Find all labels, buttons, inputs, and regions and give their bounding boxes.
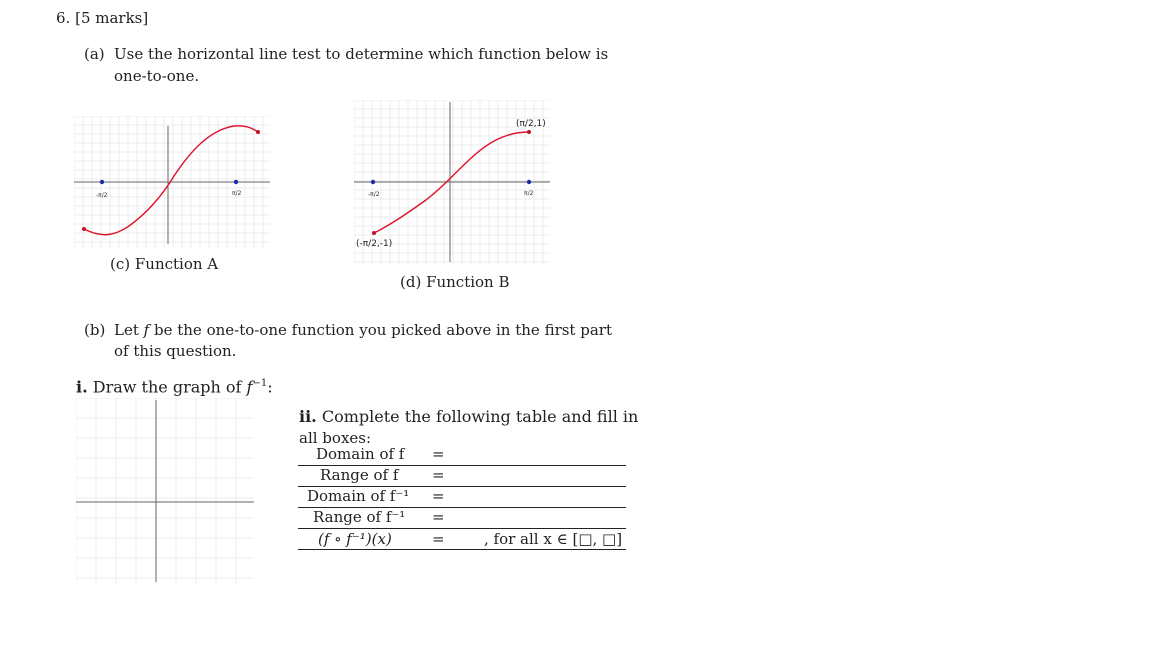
part-i-heading <box>76 374 273 397</box>
graph-b-endpoint-right <box>527 130 531 134</box>
graph-b-point-left <box>371 180 375 184</box>
part-i-f: f <box>246 377 253 397</box>
table-row-eq-5: = <box>432 530 445 548</box>
graph-b-x-right-label: π/2 <box>524 190 534 197</box>
blank-graph-grid[interactable] <box>76 398 254 584</box>
graph-function-b <box>354 100 550 264</box>
part-i-label: i. <box>76 377 88 397</box>
part-b-text-line2: of this question. <box>114 342 237 360</box>
part-b-text-pre: Let <box>114 321 139 339</box>
part-i-colon: : <box>267 377 273 397</box>
table-row-eq-1: = <box>432 445 445 463</box>
graph-a-point-right <box>234 180 238 184</box>
graph-b-caption: (d) Function B <box>400 273 510 291</box>
part-ii-text-line2: all boxes: <box>299 429 372 447</box>
part-ii-label: ii. <box>299 407 317 426</box>
graph-a-point-left <box>100 180 104 184</box>
part-b-text-line1 <box>114 320 612 340</box>
graph-a-x-right-label: π/2 <box>232 190 242 197</box>
graph-a-x-left-label: -π/2 <box>96 192 108 199</box>
graph-a-endpoint-right <box>256 130 260 134</box>
graph-b-x-left-label: -π/2 <box>368 191 380 198</box>
question-number-label: 6. <box>56 9 71 27</box>
table-row-label-range-f: Range of f <box>320 466 399 484</box>
table-row-suffix[interactable]: , for all x ∈ [□, □] <box>484 530 623 548</box>
graph-b-point-bottom-label: (-π/2,-1) <box>356 239 393 249</box>
part-ii-line1 <box>299 407 638 427</box>
graph-a-endpoint-left <box>82 227 86 231</box>
graph-function-a <box>74 116 270 248</box>
question-marks: [5 marks] <box>75 9 149 27</box>
table-row-eq-3: = <box>432 487 445 505</box>
part-b-label: (b) <box>84 321 106 339</box>
table-row-label-domain-f: Domain of f <box>316 445 405 463</box>
table-row-eq-4: = <box>432 508 445 526</box>
table-row-label-domain-finv: Domain of f⁻¹ <box>307 487 410 505</box>
part-b-text-post: be the one-to-one function you picked above in the first part <box>154 321 612 339</box>
part-b-f: f <box>143 321 150 339</box>
part-a-label: (a) <box>84 45 105 63</box>
table-row-label-composition: (f ∘ f⁻¹)(x) <box>318 530 392 548</box>
part-i-text: Draw the graph of <box>92 377 242 397</box>
part-a-text-line1: Use the horizontal line test to determine which function below is <box>114 45 609 63</box>
part-i-sup: −1 <box>252 378 268 389</box>
table-row-eq-2: = <box>432 466 445 484</box>
part-ii-text-line1: Complete the following table and fill in <box>321 407 639 426</box>
graph-a-caption: (c) Function A <box>110 255 219 273</box>
graph-b-point-top-label: (π/2,1) <box>516 119 546 129</box>
graph-b-point-right <box>527 180 531 184</box>
part-a-text-line2: one-to-one. <box>114 67 200 85</box>
table-rule-5 <box>298 549 626 550</box>
question-number <box>56 8 148 28</box>
graph-b-endpoint-left <box>372 231 376 235</box>
blank-grid-lines <box>76 398 254 584</box>
table-row-label-range-finv: Range of f⁻¹ <box>313 508 406 526</box>
